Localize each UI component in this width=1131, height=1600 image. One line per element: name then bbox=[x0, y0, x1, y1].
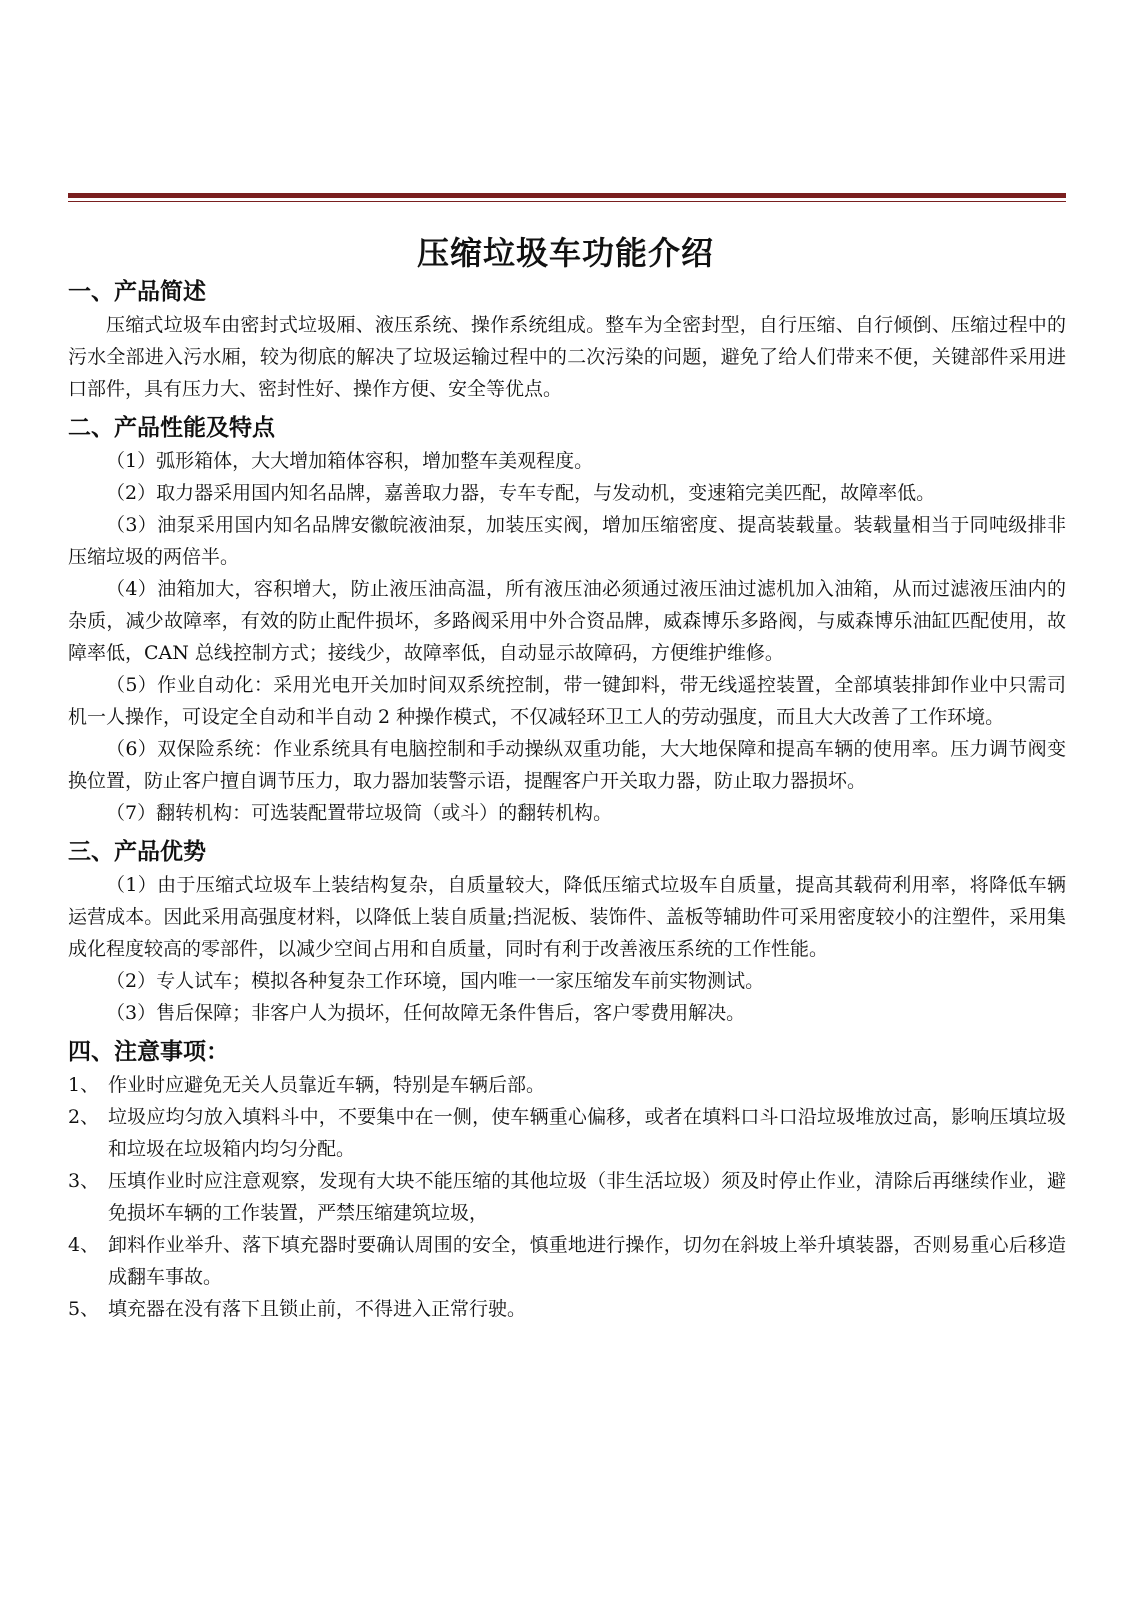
list-text: 填充器在没有落下且锁止前，不得进入正常行驶。 bbox=[108, 1298, 527, 1320]
page-title: 压缩垃圾车功能介绍 bbox=[416, 234, 714, 273]
advantage-item-1: （1）由于压缩式垃圾车上装结构复杂，自质量较大，降低压缩式垃圾车自质量，提高其载荷利用率，将降低车辆运营成本。因此采用高强度材料，以降低上装自质量;挡泥板、装饰件、盖板等辅助件可采用密度较小的注塑件，采用集成化程度较高的零部件，以减少空间占用和自质量，同时有利于改善液压系统的工作性能。 bbox=[68, 874, 1066, 960]
feature-item-4: （4）油箱加大，容积增大，防止液压油高温，所有液压油必须通过液压油过滤机加入油箱，从而过滤液压油内的杂质，减少故障率，有效的防止配件损坏，多路阀采用中外合资品牌，威森博乐多路阀，与威森博乐油缸匹配使用，故障率低，CAN 总线控制方式；接线少，故障率低，自动显示故障码，方便维护维修。 bbox=[68, 578, 1066, 664]
section-heading: 一、产品简述 bbox=[68, 279, 206, 305]
list-item bbox=[68, 1229, 1066, 1293]
list-item bbox=[68, 1293, 1066, 1325]
list-text: 卸料作业举升、落下填充器时要确认周围的安全，慎重地进行操作，切勿在斜坡上举升填装器，否则易重心后移造成翻车事故。 bbox=[108, 1234, 1066, 1288]
feature-item-6: （6）双保险系统：作业系统具有电脑控制和手动操纵双重功能，大大地保障和提高车辆的使用率。压力调节阀变换位置，防止客户擅自调节压力，取力器加装警示语，提醒客户开关取力器，防止取力器损坏。 bbox=[68, 738, 1066, 792]
advantage-item-2: （2）专人试车；模拟各种复杂工作环境，国内唯一一家压缩发车前实物测试。 bbox=[106, 970, 765, 992]
section-heading: 三、产品优势 bbox=[68, 839, 206, 865]
list-number: 4、 bbox=[68, 1234, 100, 1256]
feature-item-1: （1）弧形箱体，大大增加箱体容积，增加整车美观程度。 bbox=[106, 450, 594, 472]
list-number: 5、 bbox=[68, 1298, 100, 1320]
section-advantages bbox=[68, 835, 1066, 1029]
section-precautions bbox=[68, 1035, 1066, 1325]
section-overview bbox=[68, 275, 1066, 405]
section-heading: 二、产品性能及特点 bbox=[68, 415, 275, 441]
header-rule-thick bbox=[68, 193, 1066, 198]
feature-item-5: （5）作业自动化：采用光电开关加时间双系统控制，带一键卸料，带无线遥控装置，全部填装排卸作业中只需司机一人操作，可设定全自动和半自动 2 种操作模式，不仅减轻环卫工人的劳动强度，而且大大改善了工作环境。 bbox=[68, 674, 1066, 728]
list-item bbox=[68, 1165, 1066, 1229]
list-item bbox=[68, 1101, 1066, 1165]
list-number: 1、 bbox=[68, 1074, 100, 1096]
list-text: 作业时应避免无关人员靠近车辆，特别是车辆后部。 bbox=[108, 1074, 546, 1096]
list-number: 2、 bbox=[68, 1106, 100, 1128]
list-number: 3、 bbox=[68, 1170, 100, 1192]
feature-item-2: （2）取力器采用国内知名品牌，嘉善取力器，专车专配，与发动机，变速箱完美匹配，故障率低。 bbox=[106, 482, 936, 504]
header-rule-thin bbox=[68, 201, 1066, 202]
feature-item-7: （7）翻转机构：可选装配置带垃圾筒（或斗）的翻转机构。 bbox=[106, 802, 613, 824]
feature-item-3: （3）油泵采用国内知名品牌安徽皖液油泵，加装压实阀，增加压缩密度、提高装载量。装载量相当于同吨级排非压缩垃圾的两倍半。 bbox=[68, 514, 1066, 568]
advantage-item-3: （3）售后保障；非客户人为损坏，任何故障无条件售后，客户零费用解决。 bbox=[106, 1002, 746, 1024]
precautions-list bbox=[68, 1069, 1066, 1325]
paragraph: 压缩式垃圾车由密封式垃圾厢、液压系统、操作系统组成。整车为全密封型，自行压缩、自行倾倒、压缩过程中的污水全部进入污水厢，较为彻底的解决了垃圾运输过程中的二次污染的问题，避免了给人们带来不便，关键部件采用进口部件，具有压力大、密封性好、操作方便、安全等优点。 bbox=[68, 314, 1066, 400]
list-text: 垃圾应均匀放入填料斗中，不要集中在一侧，使车辆重心偏移，或者在填料口斗口沿垃圾堆放过高，影响压填垃圾和垃圾在垃圾箱内均匀分配。 bbox=[108, 1106, 1066, 1160]
list-text: 压填作业时应注意观察，发现有大块不能压缩的其他垃圾（非生活垃圾）须及时停止作业，清除后再继续作业，避免损坏车辆的工作装置，严禁压缩建筑垃圾， bbox=[108, 1170, 1066, 1224]
list-item bbox=[68, 1069, 1066, 1101]
section-heading: 四、注意事项： bbox=[68, 1039, 229, 1065]
document-body bbox=[68, 275, 1066, 1325]
section-features bbox=[68, 411, 1066, 829]
